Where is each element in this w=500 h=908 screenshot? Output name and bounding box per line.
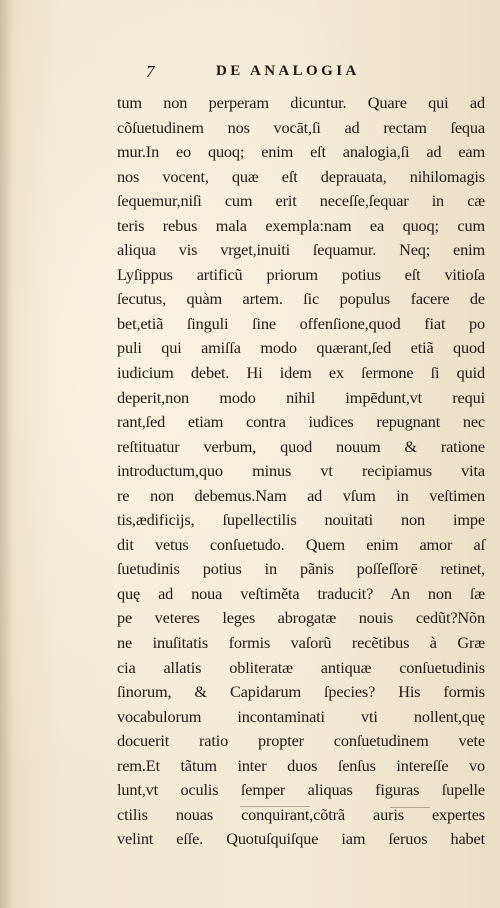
faint-underline-mark [150, 806, 480, 808]
text-line: cia allatis obliteratæ antiquæ conſuetudinis [117, 657, 485, 677]
text-line: re non debemus.Nam ad vſum in veſtimen [117, 485, 485, 505]
text-line: ſequemur,niſi cum erit neceſſe,ſequar in cæ [117, 191, 485, 211]
text-line: Lyſippus artificũ priorum potius eſt vitioſa [117, 264, 485, 284]
text-line: deperit,non modo nihil impēdunt,vt requi [117, 387, 485, 407]
spine-shadow [0, 0, 14, 908]
text-line: ctilis nouas conquirant,cõtrã auris expertes [117, 804, 485, 824]
text-line: tum non perperam dicuntur. Quare qui ad [117, 93, 485, 112]
text-line: rant,ſed etiam contra iudices repugnant nec [117, 412, 485, 432]
text-line: reſtituatur verbum, quod nouum & ratione [117, 436, 485, 456]
text-line: teris rebus mala exempla:nam ea quoq; cum [117, 215, 485, 235]
text-line: iudicium debet. Hi idem ex ſermone ſi quid [117, 363, 485, 383]
text-line: pe veteres leges abrogatæ nouis cedũt?Nõn [117, 608, 485, 628]
page-header [0, 62, 500, 86]
text-line: ſuetudinis potius in pãnis poſſeſſorē retinet, [117, 559, 485, 579]
text-line: vocabulorum incontaminati vti nollent,quę [117, 706, 485, 726]
body-text [117, 91, 485, 852]
text-line: quę ad noua veſtiměta traducit? An non ſæ [117, 583, 485, 603]
text-line: lunt,vt oculis ſemper aliquas figuras ſupelle [117, 780, 485, 800]
text-line: bet,etiã ſinguli ſine offenſione,quod fiat po [117, 313, 485, 333]
text-line: aliqua vis vrget,inuiti ſequamur. Neq; enim [117, 240, 485, 260]
text-line: mur.In eo quoq; enim eſt analogia,ſi ad eam [117, 142, 485, 162]
text-line: introductum,quo minus vt recipiamus vita [117, 461, 485, 481]
text-line: rem.Et tãtum inter duos ſenſus intereſſe vo [117, 755, 485, 775]
running-head: DE ANALOGIA [216, 63, 360, 79]
text-line: cõſuetudinem nos vocāt,ſi ad rectam ſequa [117, 117, 485, 137]
text-line: velint eſſe. Quotuſquiſque iam ſeruos habet [117, 829, 485, 849]
text-line: ſecutus, quàm artem. ſic populus facere de [117, 289, 485, 309]
text-line: docuerit ratio propter conſuetudinem vete [117, 731, 485, 751]
text-line: dit vetus conſuetudo. Quem enim amor aſ [117, 534, 485, 554]
text-line: tis,ædificijs, ſupellectilis nouitati non impe [117, 510, 485, 530]
text-line: puli qui amiſſa modo quærant,ſed etiã quod [117, 338, 485, 358]
text-line: nos vocent, quæ eſt deprauata, nihilomagis [117, 166, 485, 186]
text-line: ne inuſitatis formis vaſorũ recẽtibus à Græ [117, 633, 485, 653]
text-line: ſinorum, & Capidarum ſpecies? His formis [117, 682, 485, 702]
page-number: 7 [146, 62, 155, 81]
